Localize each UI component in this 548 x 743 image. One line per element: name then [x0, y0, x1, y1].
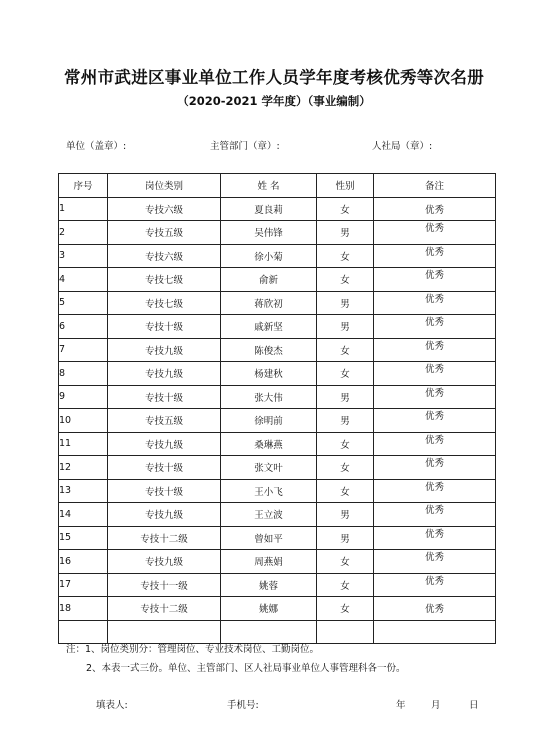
remark-cell [374, 550, 496, 574]
sex-cell [317, 409, 374, 433]
row-number-cell-text: 17 [59, 579, 72, 591]
person-name-cell [221, 221, 317, 245]
table-row [59, 409, 496, 433]
row-number-cell-text: 18 [59, 602, 72, 614]
person-name-cell-text: 戚新坚 [254, 322, 283, 334]
row-number-cell [59, 503, 108, 527]
position-category-cell-text: 专技七级 [144, 298, 183, 310]
sex-cell [317, 197, 374, 221]
column-header-sex: 性别 [317, 174, 374, 198]
row-number-cell [59, 315, 108, 339]
table-row [59, 197, 496, 221]
sex-cell [317, 526, 374, 550]
table-row [59, 456, 496, 480]
remark-cell [374, 597, 496, 621]
position-category-cell-text: 专技六级 [144, 204, 183, 216]
position-category-cell [108, 573, 221, 597]
row-number-cell-text: 16 [59, 555, 72, 567]
row-number-cell [59, 479, 108, 503]
table-header-row [59, 174, 496, 198]
sex-cell-text: 女 [340, 439, 350, 451]
position-category-cell [108, 315, 221, 339]
row-number-cell-text: 9 [59, 391, 66, 403]
remark-cell [374, 197, 496, 221]
row-number-cell-text: 14 [59, 508, 72, 520]
sex-cell-text: 女 [340, 345, 350, 357]
remark-cell [374, 409, 496, 433]
table-row [59, 221, 496, 245]
table-row [59, 268, 496, 292]
person-name-cell-text: 吴伟锋 [254, 228, 283, 240]
table-row [59, 526, 496, 550]
remark-cell [374, 526, 496, 550]
position-category-cell-text: 专技九级 [144, 557, 183, 569]
remark-cell [374, 432, 496, 456]
remark-cell-text: 优秀 [424, 528, 444, 540]
remark-cell [374, 362, 496, 386]
sex-cell-text: 女 [340, 251, 350, 263]
column-header-name: 姓 名 [221, 174, 317, 198]
row-number-cell [59, 268, 108, 292]
sex-cell-text: 女 [340, 463, 350, 475]
sex-cell [317, 503, 374, 527]
remark-cell-text: 优秀 [424, 458, 444, 470]
position-category-cell-text: 专技九级 [144, 510, 183, 522]
row-number-cell-text: 15 [59, 532, 72, 544]
column-header-number: 序号 [59, 174, 108, 198]
person-name-cell-text: 夏良莉 [254, 204, 283, 216]
person-name-cell-text: 杨建秋 [254, 369, 283, 381]
sex-cell-text: 女 [340, 275, 350, 287]
position-category-cell-text: 专技七级 [144, 275, 183, 287]
remark-cell-text: 优秀 [424, 434, 444, 446]
remark-cell-text: 优秀 [424, 481, 444, 493]
person-name-cell-text: 俞新 [258, 275, 278, 287]
filler-field: 填表人: [96, 700, 128, 711]
position-category-cell-text: 专技九级 [144, 439, 183, 451]
sex-cell [317, 620, 374, 644]
phone-field: 手机号: [227, 700, 259, 711]
table-row [59, 338, 496, 362]
sex-cell [317, 479, 374, 503]
table-row [59, 315, 496, 339]
person-name-cell [221, 291, 317, 315]
table-row [59, 432, 496, 456]
sex-cell [317, 221, 374, 245]
row-number-cell-text: 1 [59, 203, 66, 215]
sex-cell-text: 男 [340, 392, 350, 404]
remark-cell [374, 338, 496, 362]
row-number-cell-text: 3 [59, 250, 66, 262]
position-category-cell-text: 专技九级 [144, 369, 183, 381]
person-name-cell [221, 197, 317, 221]
table-row [59, 597, 496, 621]
row-number-cell-text: 13 [59, 485, 72, 497]
roster-table [58, 173, 496, 644]
person-name-cell [221, 432, 317, 456]
row-number-cell-text: 2 [59, 226, 66, 238]
remark-cell [374, 221, 496, 245]
person-name-cell [221, 385, 317, 409]
position-category-cell-text: 专技十二级 [140, 604, 188, 616]
person-name-cell-text: 张大伟 [254, 392, 283, 404]
position-category-cell [108, 268, 221, 292]
remark-cell-text: 优秀 [424, 223, 444, 235]
person-name-cell [221, 526, 317, 550]
position-category-cell-text: 专技十一级 [140, 580, 188, 592]
position-category-cell [108, 526, 221, 550]
sex-cell-text: 男 [340, 228, 350, 240]
row-number-cell-text: 4 [59, 273, 66, 285]
position-category-cell [108, 432, 221, 456]
position-category-cell [108, 338, 221, 362]
sex-cell-text: 男 [340, 533, 350, 545]
remark-cell [374, 620, 496, 644]
position-category-cell-text: 专技五级 [144, 228, 183, 240]
person-name-cell-text: 徐明前 [254, 416, 283, 428]
position-category-cell-text: 专技五级 [144, 416, 183, 428]
hr-bureau-seal-field: 人社局（章）: [372, 141, 433, 152]
table-row [59, 503, 496, 527]
position-category-cell [108, 221, 221, 245]
unit-seal-field: 单位（盖章）: [66, 141, 127, 152]
sex-cell [317, 268, 374, 292]
position-category-cell [108, 244, 221, 268]
sex-cell-text: 女 [340, 604, 350, 616]
row-number-cell [59, 526, 108, 550]
person-name-cell [221, 456, 317, 480]
person-name-cell-text: 徐小菊 [254, 251, 283, 263]
position-category-cell [108, 456, 221, 480]
remark-cell-text: 优秀 [424, 387, 444, 399]
person-name-cell [221, 550, 317, 574]
row-number-cell [59, 197, 108, 221]
position-category-cell [108, 291, 221, 315]
row-number-cell-text: 12 [59, 461, 72, 473]
sex-cell-text: 女 [340, 580, 350, 592]
position-category-cell-text: 专技十级 [144, 322, 183, 334]
sex-cell [317, 385, 374, 409]
remark-cell-text: 优秀 [424, 293, 444, 305]
row-number-cell [59, 244, 108, 268]
table-row [59, 620, 496, 644]
sex-cell-text: 男 [340, 322, 350, 334]
remark-cell-text: 优秀 [424, 317, 444, 329]
sex-cell-text: 男 [340, 510, 350, 522]
position-category-cell-text: 专技九级 [144, 345, 183, 357]
remark-cell-text: 优秀 [424, 411, 444, 423]
sex-cell [317, 291, 374, 315]
person-name-cell-text: 周燕娟 [254, 557, 283, 569]
position-category-cell [108, 620, 221, 644]
remark-cell [374, 503, 496, 527]
row-number-cell [59, 362, 108, 386]
remark-cell-text: 优秀 [424, 340, 444, 352]
date-month-label: 月 [431, 700, 441, 711]
position-category-cell-text: 专技十级 [144, 486, 183, 498]
person-name-cell [221, 620, 317, 644]
position-category-cell-text: 专技十级 [144, 463, 183, 475]
remark-cell-text: 优秀 [424, 364, 444, 376]
position-category-cell-text: 专技六级 [144, 251, 183, 263]
sex-cell [317, 315, 374, 339]
remark-cell-text: 优秀 [424, 505, 444, 517]
remark-cell-text: 优秀 [424, 270, 444, 282]
remark-cell-text: 优秀 [424, 246, 444, 258]
position-category-cell [108, 197, 221, 221]
remark-cell [374, 479, 496, 503]
position-category-cell [108, 362, 221, 386]
remark-cell-text: 优秀 [424, 575, 444, 587]
row-number-cell [59, 573, 108, 597]
sex-cell [317, 338, 374, 362]
sex-cell [317, 362, 374, 386]
row-number-cell [59, 597, 108, 621]
sex-cell [317, 550, 374, 574]
date-year-label: 年 [396, 700, 406, 711]
table-row [59, 244, 496, 268]
table-row [59, 385, 496, 409]
sex-cell [317, 597, 374, 621]
position-category-cell [108, 550, 221, 574]
person-name-cell-text: 姚娜 [258, 604, 278, 616]
person-name-cell-text: 陈俊杰 [254, 345, 283, 357]
person-name-cell [221, 362, 317, 386]
sex-cell [317, 456, 374, 480]
row-number-cell-text: 8 [59, 367, 66, 379]
department-seal-field: 主管部门（章）: [210, 141, 280, 152]
row-number-cell [59, 291, 108, 315]
row-number-cell-text: 7 [59, 344, 66, 356]
remark-cell [374, 291, 496, 315]
person-name-cell-text: 桑琳燕 [254, 439, 283, 451]
remark-cell [374, 244, 496, 268]
table-row [59, 550, 496, 574]
person-name-cell [221, 573, 317, 597]
row-number-cell [59, 385, 108, 409]
table-row [59, 573, 496, 597]
document-subtitle: （2020-2021 学年度）（事业编制） [177, 94, 371, 108]
sex-cell-text: 女 [340, 204, 350, 216]
person-name-cell-text: 蒋欣初 [254, 298, 283, 310]
person-name-cell [221, 268, 317, 292]
person-name-cell-text: 姚蓉 [258, 580, 278, 592]
remark-cell-text: 优秀 [424, 604, 444, 616]
row-number-cell-text: 10 [59, 414, 72, 426]
table-row [59, 291, 496, 315]
date-day-label: 日 [469, 700, 479, 711]
person-name-cell-text: 曾如平 [254, 533, 283, 545]
sex-cell [317, 432, 374, 456]
footnote-1: 注：1、岗位类别分：管理岗位、专业技术岗位、工勤岗位。 [66, 644, 320, 655]
remark-cell [374, 456, 496, 480]
remark-cell-text: 优秀 [424, 552, 444, 564]
person-name-cell [221, 479, 317, 503]
column-header-note: 备注 [374, 174, 496, 198]
person-name-cell-text: 王小飞 [254, 486, 283, 498]
row-number-cell-text: 6 [59, 320, 66, 332]
table-row [59, 362, 496, 386]
position-category-cell [108, 409, 221, 433]
remark-cell [374, 315, 496, 339]
sex-cell-text: 女 [340, 369, 350, 381]
row-number-cell [59, 432, 108, 456]
sex-cell-text: 男 [340, 416, 350, 428]
remark-cell-text: 优秀 [424, 204, 444, 216]
position-category-cell-text: 专技十级 [144, 392, 183, 404]
position-category-cell-text: 专技十二级 [140, 533, 188, 545]
position-category-cell [108, 385, 221, 409]
row-number-cell [59, 409, 108, 433]
person-name-cell [221, 315, 317, 339]
column-header-category: 岗位类别 [108, 174, 221, 198]
row-number-cell [59, 221, 108, 245]
table-row [59, 479, 496, 503]
person-name-cell-text: 张文叶 [254, 463, 283, 475]
sex-cell [317, 244, 374, 268]
sex-cell [317, 573, 374, 597]
position-category-cell [108, 503, 221, 527]
row-number-cell [59, 620, 108, 644]
document-title: 常州市武进区事业单位工作人员学年度考核优秀等次名册 [64, 68, 484, 87]
person-name-cell [221, 409, 317, 433]
person-name-cell [221, 338, 317, 362]
sex-cell-text: 女 [340, 557, 350, 569]
row-number-cell [59, 550, 108, 574]
remark-cell [374, 268, 496, 292]
person-name-cell [221, 503, 317, 527]
row-number-cell-text: 5 [59, 297, 66, 309]
remark-cell [374, 573, 496, 597]
person-name-cell [221, 597, 317, 621]
row-number-cell-text: 11 [59, 438, 72, 450]
person-name-cell [221, 244, 317, 268]
sex-cell-text: 男 [340, 298, 350, 310]
position-category-cell [108, 597, 221, 621]
row-number-cell [59, 456, 108, 480]
sex-cell-text: 女 [340, 486, 350, 498]
row-number-cell [59, 338, 108, 362]
person-name-cell-text: 王立波 [254, 510, 283, 522]
remark-cell [374, 385, 496, 409]
position-category-cell [108, 479, 221, 503]
footnote-2: 2、本表一式三份。单位、主管部门、区人社局事业单位人事管理科各一份。 [86, 663, 406, 674]
